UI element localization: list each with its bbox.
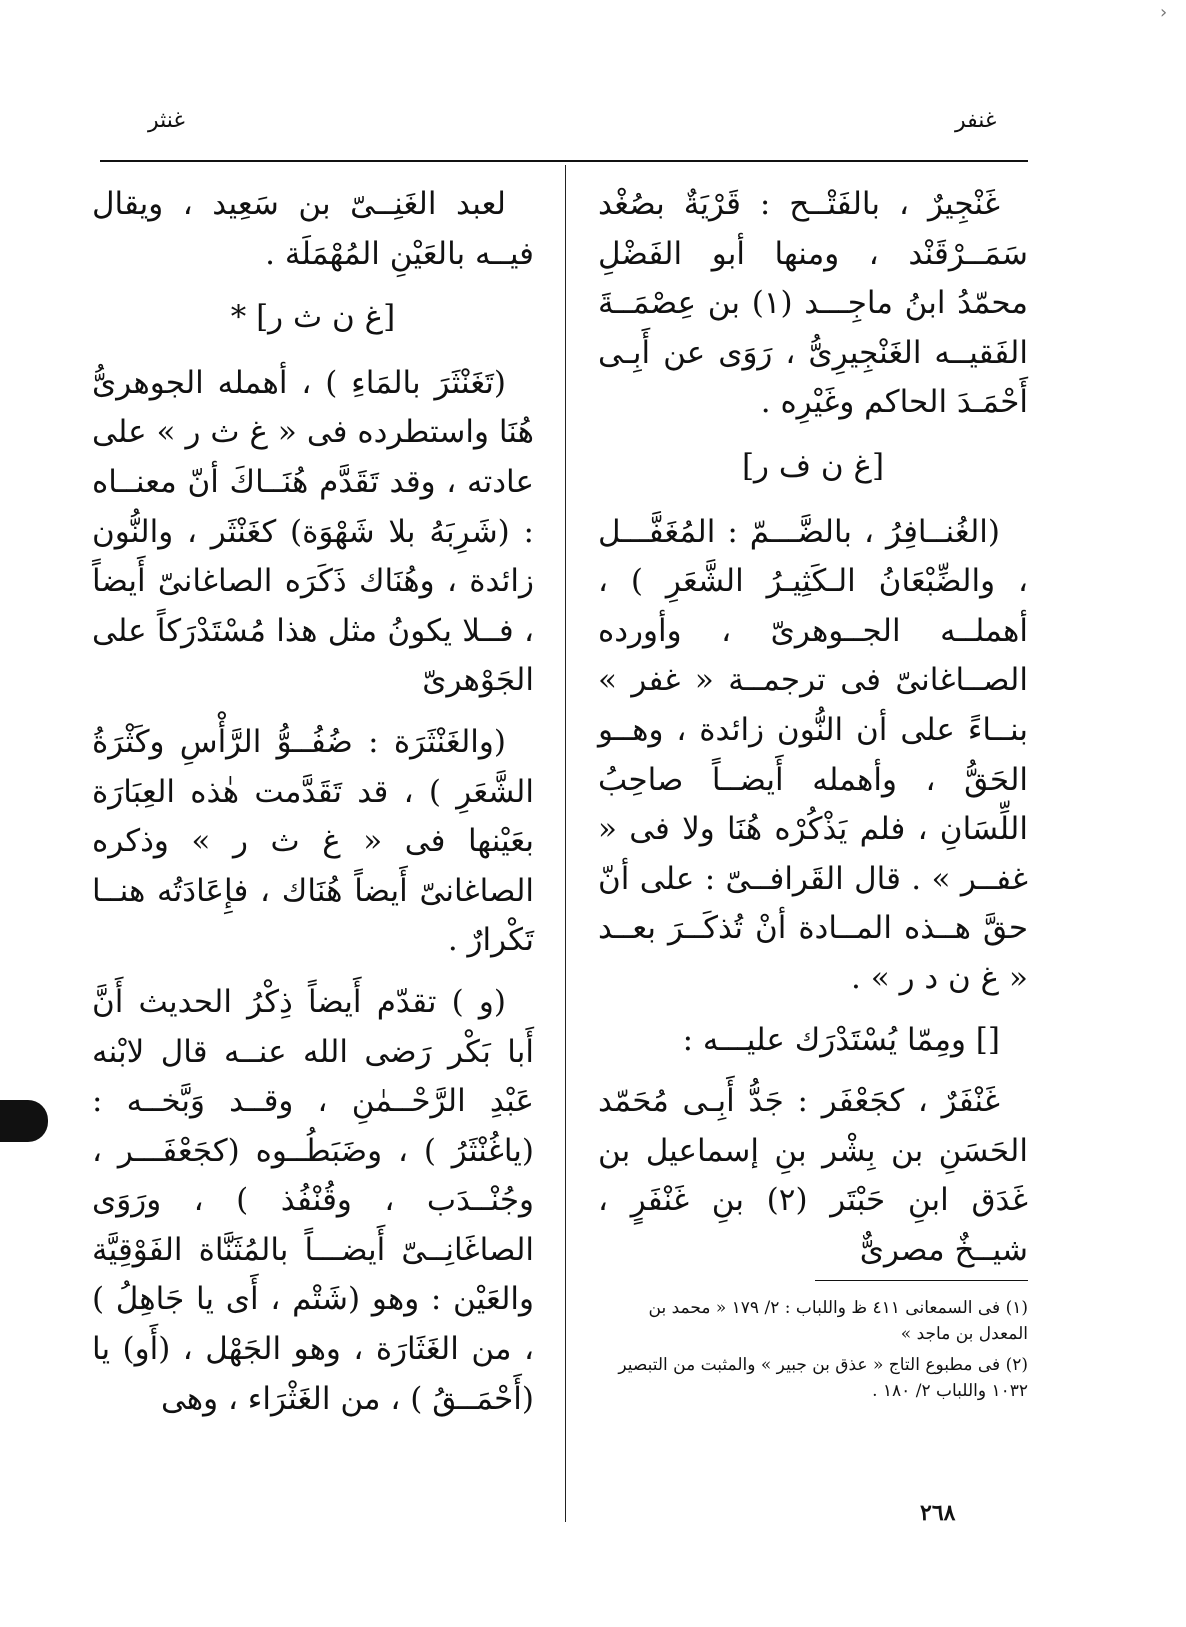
left-column: [92, 180, 534, 1510]
footnote-2: (٢) فى مطبوع التاج « عذق بن جبير » والمثبت من التبصير ١٠٣٢ واللباب ٢/ ١٨٠ .: [618, 1354, 1028, 1402]
root-heading-gh-n-th-r: [غ ن ث ر] *: [230, 299, 396, 336]
root-heading-gh-n-f-r: [غ ن ف ر]: [741, 447, 885, 484]
left-column-body: [92, 180, 534, 1510]
addenda-marker: [] ومِمّا يُسْتَدْرَك عليـــه :: [682, 1021, 1000, 1058]
entry-ghanthara: (والغَنْثَرَة : ضُفُــوُّ الرَّأْسِ وكَثْرَةُ الشَّعَرِ ) ، قد تَقَدَّمت هٰذه العِبَارَة بعَيْنها فى « غ ث ر » وذكره الصاغانىّ أَيضاً هُنَاك ، فإِعَادَتُه هنــا تَكْرارٌ .: [92, 723, 534, 959]
header-root-left: غنثر: [148, 108, 185, 133]
right-column: [598, 180, 1028, 1268]
entry-ghanjir: غَنْجِيرٌ ، بالفَتْــح : قَرْيَةٌ بصُغْد سَمَــرْقَنْد ، ومنها أبو الفَضْلِ محمّدُ ابنُ ماجِـــد (١) بن عِصْمَــةَ الفَقيــه الغَنْجِيرِىُّ ، رَوَى عن أَبِـى أَحْمَـدَ الحاكم وغَيْرِه .: [598, 186, 1028, 421]
footnotes: [598, 1295, 1028, 1408]
ink-blot: [0, 1100, 48, 1142]
corner-scan-mark: ›: [1160, 2, 1168, 23]
column-divider: [565, 165, 566, 1522]
entry-ghunafir: (الغُنــافِرُ ، بالضَّـــمّ : المُغَفَّـــل ، والضِّبْعَانُ الـكَثِيـرُ الشَّعَرِ ) ، أهملــه الجــوهرىّ ، وأورده الصــاغانىّ فى ترجمــة « غفر » بنــاءً على أن النُّون زائدة ، وهــو الحَقُّ ، وأهمله أَيضــاً صاحِبُ اللِّسَانِ ، فلم يَذْكُرْه هُنَا ولا فى « غفــر » . قال القَرافــىّ : على أنّ حقَّ هــذه المــادة أنْ تُذكَــرَ بعــد « غ ن د ر » .: [598, 513, 1028, 996]
entry-taghanthar: (تَغَنْثَرَ بالمَاءِ ) ، أهمله الجوهرىُّ هُنَا واستطرده فى « غ ث ر » على عادته ، وقد تَقَدَّم هُنَــاكَ أنّ معنــاه : (شَرِبَهُ بلا شَهْوَة) كغَنْثَر ، والنُّون زائدة ، وهُنَاك ذَكَرَه الصاغانىّ أَيضاً ، فــلا يكونُ مثل هذا مُسْتَدْرَكاً على الجَوْهرىّ: [92, 364, 534, 699]
right-column-body: [598, 180, 1028, 1268]
page-number: ٢٦٨: [920, 1500, 956, 1526]
entry-ghunthur-hadith: (و ) تقدّم أَيضاً ذِكْرُ الحديث أَنَّ أَبا بَكْر رَضى الله عنــه قال لابْنه عَبْدِ الرَّحْــمٰنِ ، وقــد وَبَّخــه : (ياغُنْثَرُ ) ، وضَبَطُــوه (كجَعْفَـــر ، وجُنْــدَب ، وقُنْفُذ ) ، ورَوَى الصاغَانِــىّ أَيضـــاً بالمُثَنَّاة الفَوْقِيَّة والعَيْن : وهو (شَتْم ، أَى يا جَاهِلُ ) ، من الغَثَارَة ، وهو الجَهْل ، (أَو) يا (أَحْمَــقُ ) ، من الغَثْرَاء ، وهى: [92, 983, 534, 1417]
entry-continuation: لعبد الغَنِــىّ بن سَعِيد ، ويقال فيــه بالعَيْنِ المُهْمَلَة .: [92, 186, 534, 272]
footnote-rule: [815, 1280, 1028, 1281]
footnote-1: (١) فى السمعانى ٤١١ ظ واللباب : ٢/ ١٧٩ « محمد بن المعدل بن ماجد »: [648, 1298, 1028, 1345]
entry-ghanfar: غَنْفَرٌ ، كجَعْفَر : جَدُّ أَبِـى مُحَمّد الحَسَنِ بن بِشْر بنِ إسماعيل بن غَدَق ابنِ حَبْتَر (٢) بنِ غَنْفَرٍ ، شيــخٌ مصرىٌّ: [598, 1083, 1028, 1268]
header-rule: [100, 160, 1028, 162]
header-root-right: غنفر: [955, 108, 997, 133]
